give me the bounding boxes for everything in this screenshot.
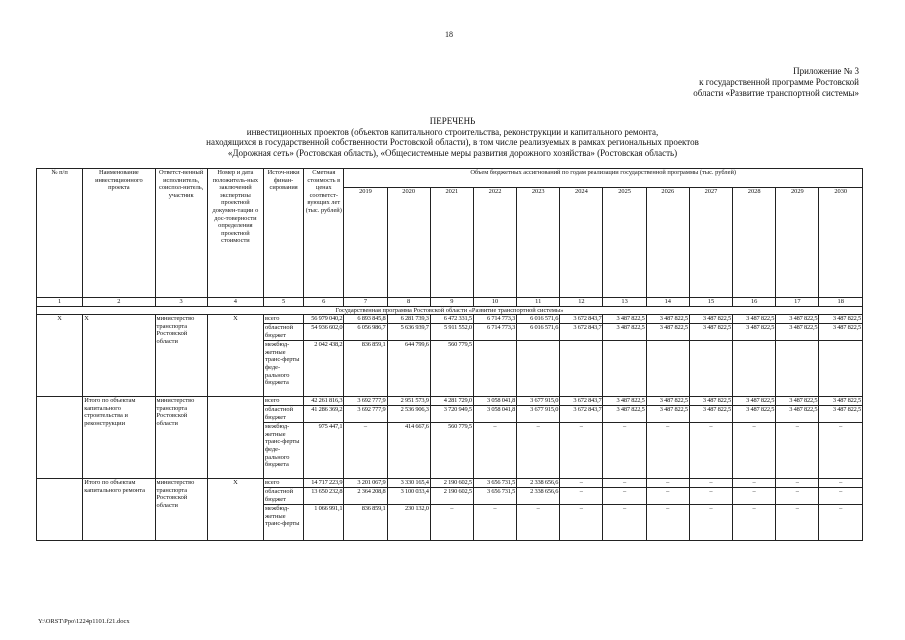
year-value: –: [430, 505, 473, 541]
estimated-cost: 975 447,1: [304, 423, 344, 479]
year-value: 3 487 822,5: [646, 315, 689, 324]
year-value: –: [689, 423, 732, 479]
header-responsible: Ответст-венный исполнитель, соиспол-нитель, участник: [155, 169, 207, 298]
year-value: –: [689, 488, 732, 505]
year-value: –: [819, 479, 863, 488]
funding-source: всего: [264, 397, 304, 406]
year-value: 3 487 822,5: [776, 324, 819, 341]
funding-source: всего: [264, 479, 304, 488]
year-value: –: [689, 505, 732, 541]
year-value: –: [646, 479, 689, 488]
funding-source: межбюд-жетные транс-ферты: [264, 505, 304, 541]
column-number: 13: [603, 298, 646, 307]
title-line: находящихся в государственной собственности Ростовской области), в том числе реализуемых в рамках региональных проектов: [206, 137, 699, 147]
header-year: 2029: [776, 188, 819, 298]
year-value: 6 472 331,5: [430, 315, 473, 324]
year-value: 3 487 822,5: [689, 397, 732, 406]
column-number: 2: [83, 298, 155, 307]
year-value: –: [776, 423, 819, 479]
header-year: 2024: [560, 188, 603, 298]
header-year: 2019: [344, 188, 387, 298]
year-value: 3 692 777,9: [344, 397, 387, 406]
year-value: 3 058 041,8: [473, 397, 516, 406]
year-value: 3 672 843,7: [560, 324, 603, 341]
year-value: –: [733, 505, 776, 541]
group-num: Х: [37, 315, 83, 397]
year-value: –: [473, 423, 516, 479]
header-year: 2021: [430, 188, 473, 298]
header-volume: Объем бюджетных ассигнований по годам реализации государственной программы (тыс. рублей): [344, 169, 863, 188]
estimated-cost: 54 936 602,0: [304, 324, 344, 341]
year-value: 3 487 822,5: [646, 397, 689, 406]
year-value: 3 692 777,9: [344, 406, 387, 423]
year-value: 560 779,5: [430, 341, 473, 397]
column-number: 4: [207, 298, 263, 307]
year-value: 3 100 033,4: [387, 488, 430, 505]
year-value: [646, 341, 689, 397]
header-year: 2022: [473, 188, 516, 298]
header-year: 2027: [689, 188, 732, 298]
year-value: –: [603, 505, 646, 541]
year-value: –: [473, 505, 516, 541]
file-path: Y:\ORST\Ppo\1224p1101.f21.docx: [38, 618, 130, 625]
year-value: –: [819, 488, 863, 505]
estimated-cost: 2 042 438,2: [304, 341, 344, 397]
estimated-cost: 13 650 232,8: [304, 488, 344, 505]
year-value: –: [646, 488, 689, 505]
estimated-cost: 14 717 223,9: [304, 479, 344, 488]
year-value: 3 201 067,9: [344, 479, 387, 488]
appendix-note: [693, 66, 859, 99]
estimated-cost: 41 286 369,2: [304, 406, 344, 423]
column-number: 10: [473, 298, 516, 307]
table-row: [37, 479, 863, 488]
group-responsible: министерство транспорта Ростовской области: [155, 479, 207, 541]
year-value: 6 714 773,3: [473, 315, 516, 324]
year-value: 2 338 656,6: [517, 479, 560, 488]
table-row: [37, 315, 863, 324]
year-value: –: [776, 488, 819, 505]
year-value: 3 487 822,5: [603, 315, 646, 324]
year-value: 3 487 822,5: [733, 406, 776, 423]
year-value: 2 536 906,3: [387, 406, 430, 423]
year-value: [733, 341, 776, 397]
year-value: 3 487 822,5: [819, 406, 863, 423]
funding-source: областной бюджет: [264, 488, 304, 505]
column-number: 12: [560, 298, 603, 307]
year-value: 3 487 822,5: [776, 397, 819, 406]
year-value: –: [733, 479, 776, 488]
year-value: 2 190 602,5: [430, 488, 473, 505]
column-number: 6: [304, 298, 344, 307]
year-value: 3 487 822,5: [603, 406, 646, 423]
group-responsible: министерство транспорта Ростовской области: [155, 315, 207, 397]
group-responsible: министерство транспорта Ростовской области: [155, 397, 207, 479]
funding-source: межбюд-жетные транс-ферты феде-рального бюджета: [264, 423, 304, 479]
year-value: [689, 341, 732, 397]
title-line: инвестиционных проектов (объектов капитального строительства, реконструкции и капитального ремонта,: [246, 126, 659, 137]
year-value: 3 487 822,5: [733, 324, 776, 341]
estimated-cost: 1 066 991,1: [304, 505, 344, 541]
funding-source: межбюд-жетные транс-ферты феде-рального бюджета: [264, 341, 304, 397]
year-value: 3 487 822,5: [689, 406, 732, 423]
column-number: 14: [646, 298, 689, 307]
year-value: –: [560, 505, 603, 541]
year-value: 2 951 573,9: [387, 397, 430, 406]
column-number: 11: [517, 298, 560, 307]
year-value: 2 338 656,6: [517, 488, 560, 505]
column-number: 15: [689, 298, 732, 307]
column-number: 7: [344, 298, 387, 307]
estimated-cost: 56 979 040,2: [304, 315, 344, 324]
year-value: 230 132,0: [387, 505, 430, 541]
group-expertise: Х: [207, 479, 263, 541]
year-value: 2 364 208,8: [344, 488, 387, 505]
year-value: [603, 341, 646, 397]
header-expertise: Номер и дата положитель-ных заключений экспертизы проектной докумен-тации о дос-товерности определения проектной стоимости: [207, 169, 263, 298]
title-line: «Дорожная сеть» (Ростовская область), «Общесистемные меры развития дорожного хозяйства» (Ростовская область): [227, 147, 678, 158]
year-value: 3 672 843,7: [560, 406, 603, 423]
year-value: 3 330 165,4: [387, 479, 430, 488]
group-num: [37, 479, 83, 541]
title-line: ПЕРЕЧЕНЬ: [429, 116, 476, 126]
header-year: 2028: [733, 188, 776, 298]
page-number: 18: [445, 30, 453, 39]
year-value: –: [819, 505, 863, 541]
year-value: 3 487 822,5: [733, 315, 776, 324]
header-year: 2026: [646, 188, 689, 298]
year-value: 3 487 822,5: [776, 406, 819, 423]
year-value: –: [517, 505, 560, 541]
appendix-line: области «Развитие транспортной системы»: [693, 88, 859, 98]
year-value: 6 714 773,3: [473, 324, 516, 341]
group-name: Итого по объектам капитального ремонта: [83, 479, 155, 541]
year-value: –: [776, 505, 819, 541]
header-source: Источ-ники финан-сирования: [264, 169, 304, 298]
year-value: 6 281 739,3: [387, 315, 430, 324]
year-value: –: [603, 423, 646, 479]
column-number: 17: [776, 298, 819, 307]
year-value: 644 799,6: [387, 341, 430, 397]
year-value: 5 911 552,0: [430, 324, 473, 341]
year-value: –: [646, 423, 689, 479]
year-value: 836 859,1: [344, 505, 387, 541]
year-value: 3 656 731,5: [473, 479, 516, 488]
year-value: –: [603, 488, 646, 505]
year-value: 6 056 986,7: [344, 324, 387, 341]
year-value: –: [603, 479, 646, 488]
year-value: 5 636 939,7: [387, 324, 430, 341]
header-year: 2023: [517, 188, 560, 298]
year-value: 6 893 845,8: [344, 315, 387, 324]
header-num: № п/п: [37, 169, 83, 298]
group-name: Итого по объектам капитального строительства и реконструкции: [83, 397, 155, 479]
funding-source: областной бюджет: [264, 406, 304, 423]
year-value: 3 487 822,5: [819, 315, 863, 324]
year-value: 3 487 822,5: [689, 324, 732, 341]
year-value: [560, 341, 603, 397]
estimated-cost: 42 261 816,3: [304, 397, 344, 406]
year-value: 3 487 822,5: [819, 324, 863, 341]
year-value: 4 281 729,0: [430, 397, 473, 406]
year-value: 6 016 571,6: [517, 315, 560, 324]
year-value: 3 487 822,5: [646, 324, 689, 341]
year-value: –: [344, 423, 387, 479]
year-value: 3 487 822,5: [819, 397, 863, 406]
column-number: 18: [819, 298, 863, 307]
header-year: 2030: [819, 188, 863, 298]
funding-source: областной бюджет: [264, 324, 304, 341]
column-number: 5: [264, 298, 304, 307]
year-value: 3 487 822,5: [646, 406, 689, 423]
column-number: 1: [37, 298, 83, 307]
appendix-line: Приложение № 3: [793, 66, 859, 76]
year-value: –: [517, 423, 560, 479]
column-number: 16: [733, 298, 776, 307]
group-expertise: [207, 397, 263, 479]
column-number: 3: [155, 298, 207, 307]
year-value: 6 016 571,6: [517, 324, 560, 341]
year-value: 3 677 915,0: [517, 406, 560, 423]
header-year: 2020: [387, 188, 430, 298]
year-value: 2 190 602,5: [430, 479, 473, 488]
year-value: –: [776, 479, 819, 488]
year-value: –: [733, 423, 776, 479]
column-number: 8: [387, 298, 430, 307]
year-value: 3 672 843,7: [560, 315, 603, 324]
program-title: Государственная программа Ростовской области «Развитие транспортной системы»: [37, 306, 863, 315]
year-value: 3 058 041,8: [473, 406, 516, 423]
group-name: Х: [83, 315, 155, 397]
year-value: 836 859,1: [344, 341, 387, 397]
year-value: –: [819, 423, 863, 479]
year-value: 3 487 822,5: [603, 397, 646, 406]
year-value: 3 720 949,5: [430, 406, 473, 423]
header-year: 2025: [603, 188, 646, 298]
column-number: 9: [430, 298, 473, 307]
year-value: 414 667,6: [387, 423, 430, 479]
year-value: –: [646, 505, 689, 541]
header-name: Наименование инвестиционного проекта: [83, 169, 155, 298]
year-value: –: [560, 479, 603, 488]
year-value: 3 487 822,5: [776, 315, 819, 324]
year-value: 3 672 843,7: [560, 397, 603, 406]
year-value: 3 656 731,5: [473, 488, 516, 505]
appendix-line: к государственной программе Ростовской: [699, 77, 859, 87]
year-value: 3 677 915,0: [517, 397, 560, 406]
year-value: –: [733, 488, 776, 505]
year-value: [819, 341, 863, 397]
year-value: –: [689, 479, 732, 488]
table-row: [37, 397, 863, 406]
header-cost: Сметная стоимость в ценах соответст-вующих лет (тыс. рублей): [304, 169, 344, 298]
year-value: –: [560, 488, 603, 505]
group-num: [37, 397, 83, 479]
year-value: [776, 341, 819, 397]
year-value: 3 487 822,5: [603, 324, 646, 341]
funding-source: всего: [264, 315, 304, 324]
year-value: 3 487 822,5: [689, 315, 732, 324]
document-title: [0, 116, 905, 158]
group-expertise: Х: [207, 315, 263, 397]
year-value: 560 779,5: [430, 423, 473, 479]
year-value: 3 487 822,5: [733, 397, 776, 406]
projects-table: [36, 168, 863, 541]
year-value: –: [560, 423, 603, 479]
year-value: [517, 341, 560, 397]
year-value: [473, 341, 516, 397]
